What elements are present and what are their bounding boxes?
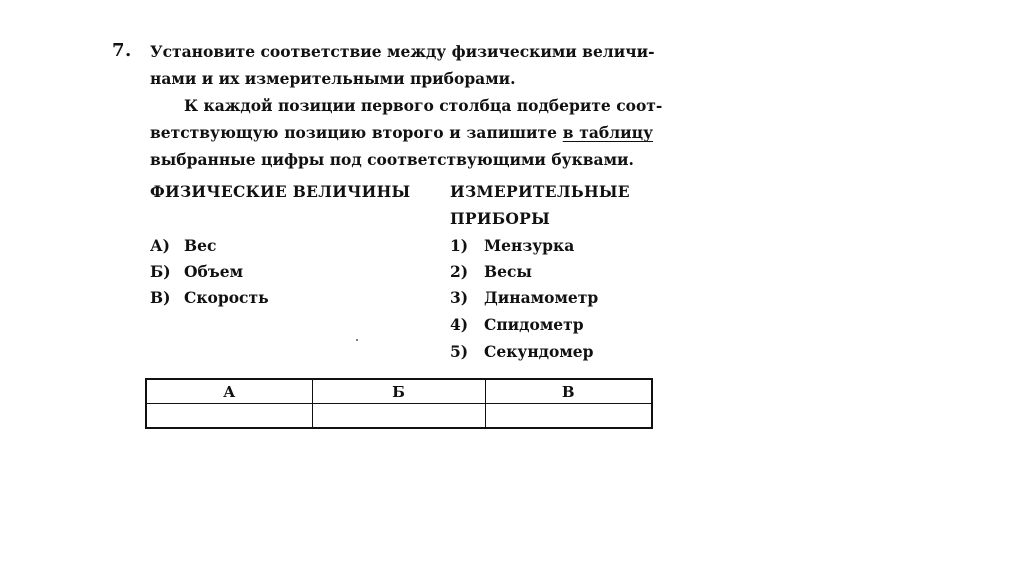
left-column-heading: ФИЗИЧЕСКИЕ ВЕЛИЧИНЫ [150,182,411,201]
answer-table [145,378,653,429]
left-item-marker: В) [150,288,171,307]
left-item-text: Скорость [184,288,269,307]
task-instruction-line-2 [150,123,653,143]
answer-table-header-row [146,379,652,404]
right-item-5 [450,342,594,362]
left-item-a [150,236,216,256]
right-item-3 [450,288,598,308]
task-instruction-line-1: К каждой позиции первого столбца подберите соот- [184,96,663,115]
answer-cell-a[interactable] [146,404,312,429]
right-column-heading-line-2: ПРИБОРЫ [450,209,551,228]
scan-speck [356,339,358,341]
right-item-2 [450,262,532,282]
answer-table-header-cell: Б [312,379,485,404]
right-item-text: Весы [484,262,532,281]
task-intro-line-1: Установите соответствие между физическими величи- [150,42,655,61]
task-intro-line-2: нами и их измерительными приборами. [150,69,516,88]
task-instruction-line-2-text: ветствующую позицию второго и запишите [150,123,557,142]
right-item-1 [450,236,574,256]
answer-table-header-cell: А [146,379,312,404]
answer-table-header-cell: В [485,379,652,404]
right-item-marker: 2) [450,262,469,281]
answer-table-answer-row [146,404,652,429]
answer-cell-v[interactable] [485,404,652,429]
left-item-b [150,262,243,282]
in-table-link: в таблицу [562,123,653,142]
right-item-text: Динамометр [484,288,599,307]
right-column-heading-line-1: ИЗМЕРИТЕЛЬНЫЕ [450,182,630,201]
left-item-text: Вес [184,236,217,255]
right-item-marker: 1) [450,236,469,255]
right-item-4 [450,315,584,335]
left-item-marker: А) [150,236,170,255]
right-item-marker: 4) [450,315,469,334]
left-item-marker: Б) [150,262,171,281]
left-item-text: Объем [184,262,244,281]
task-instruction-line-3: выбранные цифры под соответствующими буквами. [150,150,634,169]
right-item-text: Мензурка [484,236,575,255]
answer-cell-b[interactable] [312,404,485,429]
right-item-text: Секундомер [484,342,594,361]
right-item-marker: 3) [450,288,469,307]
left-item-v [150,288,269,308]
task-number: 7. [112,40,132,61]
right-item-marker: 5) [450,342,469,361]
right-item-text: Спидометр [484,315,584,334]
